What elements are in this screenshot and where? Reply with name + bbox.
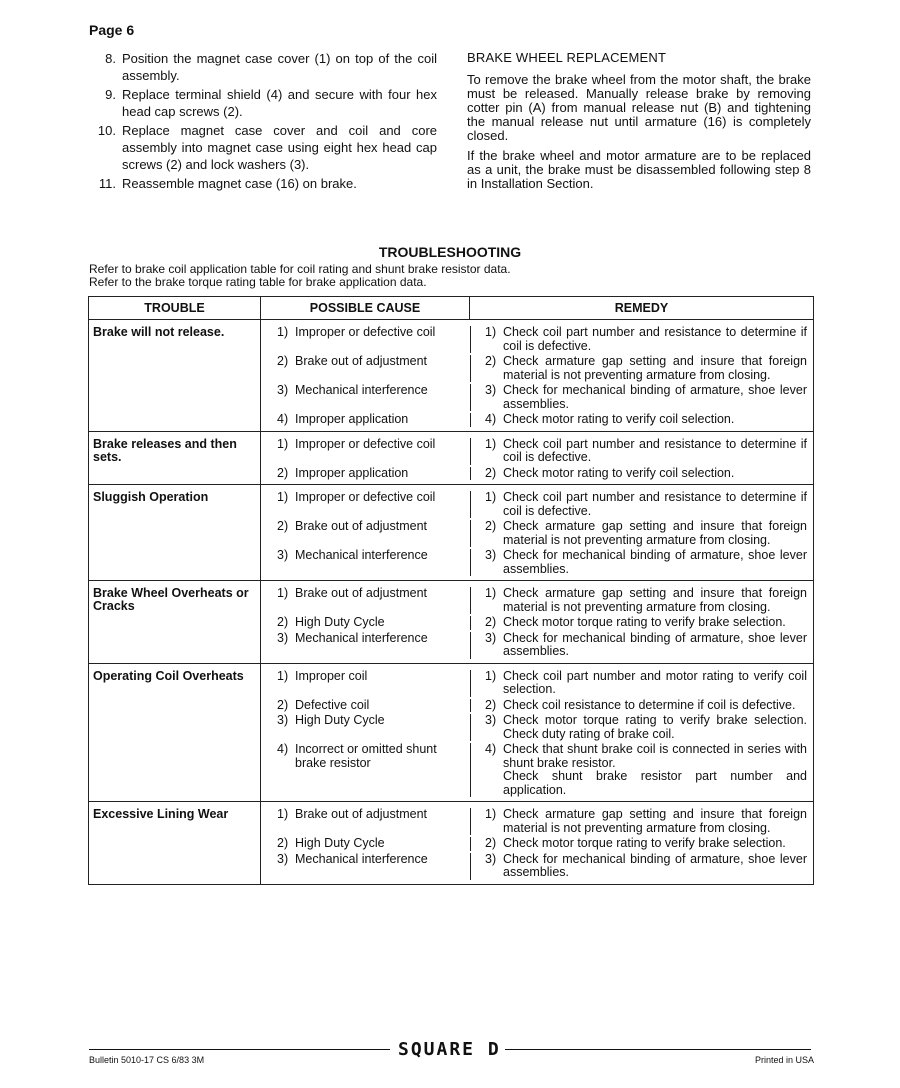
step-text: Replace terminal shield (4) and secure with four hex head cap screws (2).	[122, 87, 437, 119]
possible-cause: 1) Improper or defective coil	[277, 490, 436, 504]
troubleshooting-note: Refer to brake coil application table for coil rating and shunt brake resistor data.	[89, 262, 511, 276]
trouble-label: Brake releases and then sets.	[93, 436, 237, 464]
header-trouble: TROUBLE	[89, 297, 261, 320]
header-cause: POSSIBLE CAUSE	[261, 297, 470, 320]
cause-remedy-pair	[261, 467, 813, 481]
trouble-cell	[89, 663, 261, 802]
trouble-label: Operating Coil Overheats	[93, 668, 244, 683]
remedy-text: 3) Check motor torque rating to verify brake selection. Check duty rating of brake coil.	[485, 713, 807, 741]
brake-wheel-heading: BRAKE WHEEL REPLACEMENT	[467, 50, 667, 65]
possible-cause: 1) Improper or defective coil	[277, 436, 436, 451]
possible-cause: 2) Improper application	[277, 465, 409, 480]
cause-remedy-pair	[261, 837, 813, 851]
remedy-text: 3) Check for mechanical binding of armature, shoe lever assemblies.	[485, 383, 807, 411]
remedy-text: Check shunt brake resistor part number and application.	[503, 769, 807, 797]
step-text: Replace magnet case cover and coil and core assembly into magnet case using eight hex head cap screws (2) and lock washers (3).	[122, 123, 437, 172]
table-row	[89, 581, 814, 664]
cause-remedy-pair	[261, 743, 813, 797]
step-item	[89, 50, 437, 84]
remedy-text: 3) Check for mechanical binding of armature, shoe lever assemblies.	[485, 548, 807, 576]
cause-remedy-pair	[261, 326, 813, 353]
troubleshooting-title: TROUBLESHOOTING	[378, 244, 522, 260]
cause-remedy-pair	[261, 808, 813, 835]
step-item	[89, 86, 437, 120]
remedy-text: 2) Check coil resistance to determine if coil is defective.	[485, 697, 796, 712]
possible-cause: 2) Brake out of adjustment	[277, 519, 428, 533]
remedy-text: 1) Check armature gap setting and insure that foreign material is not preventing armature from closing.	[485, 586, 807, 614]
cause-remedy-cell	[261, 663, 814, 802]
printed-in: Printed in USA	[755, 1055, 815, 1065]
possible-cause: 3) Mechanical interference	[277, 851, 428, 866]
remedy-text: 2) Check armature gap setting and insure that foreign material is not preventing armature from closing.	[485, 354, 807, 382]
remedy-text: 3) Check for mechanical binding of armature, shoe lever assemblies.	[485, 851, 807, 879]
footer-rule-right	[505, 1049, 811, 1050]
troubleshooting-notes	[89, 263, 511, 289]
step-text: Position the magnet case cover (1) on top of the coil assembly.	[122, 51, 437, 83]
remedy-text: 3) Check for mechanical binding of armature, shoe lever assemblies.	[485, 630, 807, 658]
trouble-cell	[89, 485, 261, 581]
possible-cause: 3) Mechanical interference	[277, 383, 428, 397]
footer-rule-left	[89, 1049, 390, 1050]
possible-cause: 4) Incorrect or omitted shunt brake resistor	[277, 742, 437, 770]
table-row	[89, 485, 814, 581]
remedy-text: 1) Check coil part number and resistance to determine if coil is defective.	[485, 325, 807, 353]
possible-cause: 3) High Duty Cycle	[277, 713, 385, 727]
cause-remedy-cell	[261, 431, 814, 485]
troubleshooting-table	[88, 296, 814, 885]
step-number: 10.	[97, 123, 116, 138]
step-item	[89, 122, 437, 173]
cause-remedy-cell	[261, 581, 814, 664]
trouble-cell	[89, 431, 261, 485]
possible-cause: 2) Brake out of adjustment	[277, 354, 428, 368]
remedy-text: 2) Check motor torque rating to verify brake selection.	[485, 836, 786, 850]
possible-cause: 2) High Duty Cycle	[277, 836, 385, 850]
cause-remedy-pair	[261, 853, 813, 880]
possible-cause: 1) Improper coil	[277, 668, 368, 683]
table-row	[89, 802, 814, 885]
remedy-text: 1) Check coil part number and resistance to determine if coil is defective.	[485, 490, 807, 518]
remedy-text: 1) Check coil part number and motor rating to verify coil selection.	[485, 668, 807, 696]
remedy-text: 1) Check armature gap setting and insure that foreign material is not preventing armature from closing.	[485, 807, 807, 835]
step-number: 9.	[105, 87, 116, 102]
header-remedy: REMEDY	[470, 297, 814, 320]
trouble-cell	[89, 802, 261, 885]
reassembly-steps	[89, 50, 437, 194]
cause-remedy-pair	[261, 491, 813, 518]
brake-wheel-paragraph: To remove the brake wheel from the motor shaft, the brake must be released. Manually release brake by removing cotter pin (A) from manual release nut (B) and tightening the manual release nut until armature (16) is completely closed.	[467, 72, 811, 143]
step-item	[89, 175, 437, 192]
brake-wheel-replacement-section	[467, 50, 811, 197]
step-number: 11.	[98, 176, 116, 191]
bulletin-number: Bulletin 5010-17 CS 6/83 3M	[89, 1055, 205, 1065]
possible-cause: 2) Defective coil	[277, 697, 370, 712]
cause-remedy-pair	[261, 587, 813, 614]
remedy-text: 1) Check coil part number and resistance to determine if coil is defective.	[485, 436, 807, 464]
cause-remedy-pair	[261, 355, 813, 382]
step-number: 8.	[105, 51, 116, 66]
remedy-text: 2) Check motor rating to verify coil selection.	[485, 465, 735, 480]
possible-cause: 1) Brake out of adjustment	[277, 807, 428, 821]
possible-cause: 2) High Duty Cycle	[277, 615, 385, 629]
trouble-label: Excessive Lining Wear	[93, 807, 229, 821]
possible-cause: 1) Brake out of adjustment	[277, 586, 428, 600]
troubleshooting-note: Refer to the brake torque rating table for brake application data.	[89, 275, 427, 289]
possible-cause: 3) Mechanical interference	[277, 630, 428, 645]
possible-cause: 3) Mechanical interference	[277, 548, 428, 562]
table-header-row	[89, 297, 814, 320]
cause-remedy-pair	[261, 384, 813, 411]
brake-wheel-paragraph: If the brake wheel and motor armature are to be replaced as a unit, the brake must be disassembled following step 8 in Installation Section.	[467, 148, 811, 191]
table-row	[89, 320, 814, 432]
trouble-cell	[89, 320, 261, 432]
cause-remedy-pair	[261, 714, 813, 741]
cause-remedy-pair	[261, 632, 813, 659]
cause-remedy-pair	[261, 549, 813, 576]
cause-remedy-pair	[261, 616, 813, 630]
cause-remedy-cell	[261, 320, 814, 432]
remedy-text: 4) Check motor rating to verify coil selection.	[485, 412, 735, 426]
page-label: Page 6	[89, 22, 135, 38]
trouble-label: Brake Wheel Overheats or Cracks	[93, 586, 249, 613]
cause-remedy-pair	[261, 699, 813, 713]
square-d-logo: SQUARE D	[398, 1039, 501, 1060]
cause-remedy-pair	[261, 413, 813, 427]
cause-remedy-cell	[261, 485, 814, 581]
possible-cause: 4) Improper application	[277, 412, 409, 426]
trouble-cell	[89, 581, 261, 664]
step-text: Reassemble magnet case (16) on brake.	[122, 176, 357, 191]
possible-cause: 1) Improper or defective coil	[277, 325, 436, 339]
trouble-label: Brake will not release.	[93, 325, 225, 339]
cause-remedy-cell	[261, 802, 814, 885]
trouble-label: Sluggish Operation	[93, 490, 209, 504]
cause-remedy-pair	[261, 670, 813, 697]
remedy-text: 2) Check motor torque rating to verify brake selection.	[485, 615, 786, 629]
table-row	[89, 431, 814, 485]
table-row	[89, 663, 814, 802]
cause-remedy-pair	[261, 438, 813, 465]
cause-remedy-pair	[261, 520, 813, 547]
remedy-text: 4) Check that shunt brake coil is connected in series with shunt brake resistor.	[485, 742, 807, 770]
remedy-text: 2) Check armature gap setting and insure that foreign material is not preventing armature from closing.	[485, 519, 807, 547]
